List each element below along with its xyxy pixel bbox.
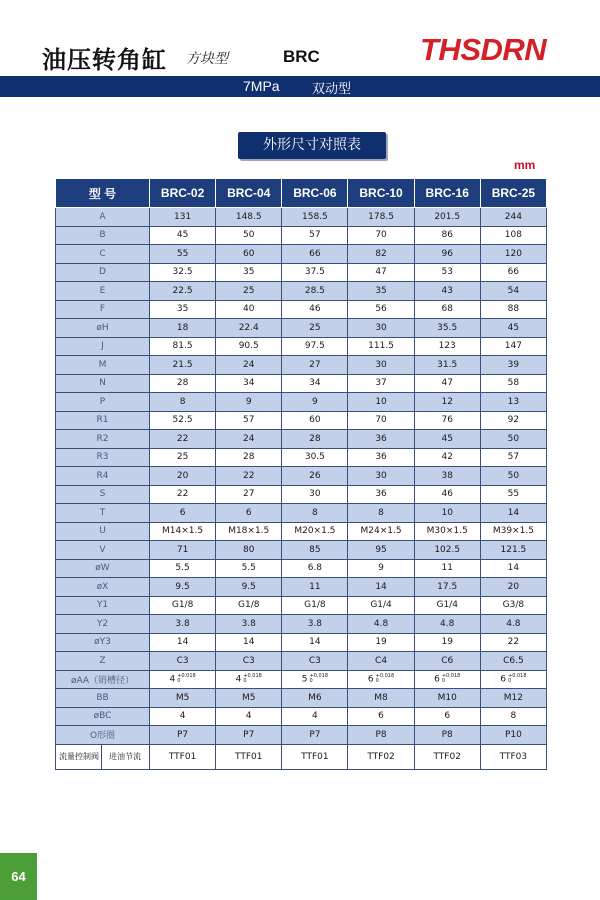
table-cell: 14 [348,578,414,597]
row-label-part: 流量控制阀 [57,745,102,769]
table-cell [150,670,216,689]
table-cell: P7 [150,726,216,745]
table-cell: 27 [282,356,348,375]
table-cell: 26 [282,467,348,486]
tolerance [442,674,461,684]
table-cell: M20×1.5 [282,522,348,541]
table-cell: C4 [348,652,414,671]
table-cell: 20 [480,578,546,597]
row-label: N [56,374,150,393]
table-cell: 30 [348,356,414,375]
table-cell: 80 [216,541,282,560]
table-row [56,578,547,597]
table-cell: M14×1.5 [150,522,216,541]
table-cell: 37 [348,374,414,393]
row-label: Y2 [56,615,150,634]
table-cell: 5.5 [150,559,216,578]
table-cell: 14 [480,559,546,578]
table-row [56,596,547,615]
table-cell [282,670,348,689]
tolerance-lower: 0 [309,678,313,684]
row-label: øW [56,559,150,578]
column-header: BRC-06 [282,179,348,208]
table-cell [414,670,480,689]
cell-value: 5 [301,674,308,685]
table-cell: 25 [216,282,282,301]
table-cell: M24×1.5 [348,522,414,541]
table-cell: 25 [282,319,348,338]
table-cell: 81.5 [150,337,216,356]
table-cell: 36 [348,485,414,504]
table-cell: 8 [348,504,414,523]
table-row [56,430,547,449]
table-cell: 70 [348,411,414,430]
table-cell: 86 [414,226,480,245]
table-cell: 40 [216,300,282,319]
table-cell: 22 [216,467,282,486]
table-cell: 14 [480,504,546,523]
table-cell: 50 [480,467,546,486]
table-cell: 6 [216,504,282,523]
row-label: R3 [56,448,150,467]
table-cell: 14 [216,633,282,652]
table-cell: 96 [414,245,480,264]
table-cell: 68 [414,300,480,319]
table-row [56,282,547,301]
table-cell: 9.5 [150,578,216,597]
tolerance [243,674,262,684]
table-cell: G1/8 [150,596,216,615]
table-cell: 76 [414,411,480,430]
column-header: BRC-04 [216,179,282,208]
table-cell: 88 [480,300,546,319]
page-header [0,0,600,78]
table-cell: 6 [348,707,414,726]
row-label: M [56,356,150,375]
table-cell: 147 [480,337,546,356]
row-label: øY3 [56,633,150,652]
table-cell: 42 [414,448,480,467]
table-cell: 47 [414,374,480,393]
table-cell: 21.5 [150,356,216,375]
table-cell: 22.5 [150,282,216,301]
row-label: T [56,504,150,523]
table-cell: TTF02 [414,744,480,769]
table-row [56,522,547,541]
tolerance-upper: +0.018 [508,673,527,679]
table-cell: 9 [282,393,348,412]
table-cell: 37.5 [282,263,348,282]
tolerance [508,674,527,684]
table-cell: 24 [216,356,282,375]
table-cell: 30.5 [282,448,348,467]
row-label: U [56,522,150,541]
table-cell: 28 [150,374,216,393]
table-cell: 3.8 [282,615,348,634]
table-cell: 17.5 [414,578,480,597]
row-label [56,744,150,769]
tolerance-upper: +0.018 [375,673,395,679]
table-cell: M6 [282,689,348,708]
table-row [56,670,547,689]
table-row [56,374,547,393]
table-cell: 10 [348,393,414,412]
row-label: øX [56,578,150,597]
row-label: D [56,263,150,282]
page-number: 64 [0,853,37,900]
table-cell: G3/8 [480,596,546,615]
table-cell: 22.4 [216,319,282,338]
table-cell: P7 [282,726,348,745]
table-row [56,226,547,245]
table-cell [348,670,414,689]
table-cell: 4 [150,707,216,726]
table-row-flow-valve [56,744,547,769]
table-cell: M12 [480,689,546,708]
table-cell: 35.5 [414,319,480,338]
row-label: øBC [56,707,150,726]
table-cell: 12 [414,393,480,412]
product-title: 油压转角缸 [42,46,167,74]
table-cell: 60 [282,411,348,430]
table-cell: 4 [282,707,348,726]
column-header: BRC-16 [414,179,480,208]
table-cell: 66 [282,245,348,264]
tolerance-lower: 0 [177,678,181,684]
table-cell: 58 [480,374,546,393]
table-cell: 43 [414,282,480,301]
product-subtitle: 方块型 [186,51,228,67]
table-cell: 38 [414,467,480,486]
table-cell: 97.5 [282,337,348,356]
table-cell: 34 [216,374,282,393]
table-cell: 148.5 [216,208,282,227]
table-header-row [56,179,547,208]
table-cell: 34 [282,374,348,393]
table-row [56,411,547,430]
section-title: 外形尺寸对照表 [238,132,386,159]
table-cell: 22 [150,430,216,449]
table-cell: 56 [348,300,414,319]
row-label: F [56,300,150,319]
table-cell: 121.5 [480,541,546,560]
tolerance-upper: +0.018 [309,673,329,679]
table-cell: 4.8 [414,615,480,634]
table-row [56,300,547,319]
table-cell: 244 [480,208,546,227]
table-cell: 102.5 [414,541,480,560]
table-cell: 120 [480,245,546,264]
row-label: C [56,245,150,264]
table-cell: P7 [216,726,282,745]
row-label: A [56,208,150,227]
row-label: Y1 [56,596,150,615]
tolerance-upper: +0.018 [441,673,461,679]
table-cell: 14 [150,633,216,652]
product-model: BRC [283,47,320,66]
table-row [56,319,547,338]
table-cell: 24 [216,430,282,449]
table-row [56,726,547,745]
row-label-part: 进油节流 [109,751,141,761]
table-row [56,559,547,578]
table-cell: P8 [414,726,480,745]
column-header: BRC-02 [150,179,216,208]
table-cell: 55 [150,245,216,264]
table-row [56,689,547,708]
table-corner-header: 型 号 [56,179,150,208]
table-cell: TTF01 [282,744,348,769]
table-cell: 82 [348,245,414,264]
table-cell: 35 [216,263,282,282]
table-cell: 9 [348,559,414,578]
table-cell: 178.5 [348,208,414,227]
table-cell: 19 [414,633,480,652]
table-cell: 9 [216,393,282,412]
table-row [56,633,547,652]
tolerance-lower: 0 [508,678,512,684]
table-row [56,208,547,227]
table-row [56,615,547,634]
tolerance [376,674,395,684]
row-label: B [56,226,150,245]
table-row [56,356,547,375]
table-cell [216,670,282,689]
table-cell: C3 [216,652,282,671]
table-cell: 66 [480,263,546,282]
cell-value: 4 [169,674,176,685]
table-cell: 46 [414,485,480,504]
table-cell: 90.5 [216,337,282,356]
table-cell: 53 [414,263,480,282]
row-label: S [56,485,150,504]
table-cell: 39 [480,356,546,375]
table-cell: 57 [480,448,546,467]
brand-logo: THSDRN [420,32,547,67]
table-cell: 11 [414,559,480,578]
table-cell: 10 [414,504,480,523]
table-cell: 28.5 [282,282,348,301]
table-cell: TTF03 [480,744,546,769]
unit-label: mm [514,158,536,172]
table-cell: 158.5 [282,208,348,227]
column-header: BRC-10 [348,179,414,208]
table-cell: C6.5 [480,652,546,671]
cell-value: 4 [235,674,242,685]
table-row [56,541,547,560]
table-cell: 4 [216,707,282,726]
table-cell: C6 [414,652,480,671]
row-label: øH [56,319,150,338]
table-cell: 57 [282,226,348,245]
row-label: O形圈 [56,726,150,745]
row-label: R4 [56,467,150,486]
table-cell: 28 [216,448,282,467]
table-cell: 95 [348,541,414,560]
row-label: P [56,393,150,412]
table-cell: 70 [348,226,414,245]
table-cell: TTF01 [216,744,282,769]
table-cell: 36 [348,430,414,449]
table-cell: 25 [150,448,216,467]
table-cell: 8 [150,393,216,412]
table-cell: 60 [216,245,282,264]
table-cell [480,670,546,689]
table-cell: 45 [480,319,546,338]
table-cell: 22 [480,633,546,652]
table-cell: 85 [282,541,348,560]
table-row [56,485,547,504]
table-cell: G1/8 [282,596,348,615]
table-cell: 123 [414,337,480,356]
table-cell: 18 [150,319,216,338]
table-cell: 92 [480,411,546,430]
table-cell: M18×1.5 [216,522,282,541]
table-row [56,337,547,356]
table-cell: C3 [282,652,348,671]
table-cell: 3.8 [150,615,216,634]
table-cell: 50 [216,226,282,245]
table-cell: P8 [348,726,414,745]
table-cell: 20 [150,467,216,486]
table-cell: 27 [216,485,282,504]
tolerance-lower: 0 [375,678,379,684]
table-cell: P10 [480,726,546,745]
table-cell: 46 [282,300,348,319]
table-cell: 54 [480,282,546,301]
table-cell: 50 [480,430,546,449]
table-cell: M39×1.5 [480,522,546,541]
table-cell: 57 [216,411,282,430]
table-cell: G1/8 [216,596,282,615]
table-row [56,504,547,523]
table-cell: C3 [150,652,216,671]
table-row [56,652,547,671]
row-label: øAA（销槽径） [56,670,150,689]
cell-value: 6 [434,674,440,685]
table-cell: 6.8 [282,559,348,578]
table-cell: 5.5 [216,559,282,578]
table-cell: 36 [348,448,414,467]
table-cell: M8 [348,689,414,708]
cell-value: 6 [500,674,506,685]
table-cell: 14 [282,633,348,652]
table-cell: 45 [414,430,480,449]
spec-band [0,76,600,97]
table-cell: 71 [150,541,216,560]
table-cell: 131 [150,208,216,227]
table-row [56,467,547,486]
table-cell: M10 [414,689,480,708]
row-label: BB [56,689,150,708]
row-label: E [56,282,150,301]
table-cell: 35 [150,300,216,319]
table-cell: 52.5 [150,411,216,430]
tolerance-lower: 0 [243,678,247,684]
table-cell: 4.8 [348,615,414,634]
table-cell: G1/4 [414,596,480,615]
table-cell: 47 [348,263,414,282]
table-cell: M5 [150,689,216,708]
table-cell: G1/4 [348,596,414,615]
table-cell: 9.5 [216,578,282,597]
table-cell: 22 [150,485,216,504]
table-cell: 6 [150,504,216,523]
table-cell: 28 [282,430,348,449]
tolerance [177,674,196,684]
table-row [56,707,547,726]
table-row [56,263,547,282]
row-label: V [56,541,150,560]
column-header: BRC-25 [480,179,546,208]
table-cell: 3.8 [216,615,282,634]
table-cell: 111.5 [348,337,414,356]
table-cell: 201.5 [414,208,480,227]
table-row [56,393,547,412]
table-cell: TTF01 [150,744,216,769]
row-label: R2 [56,430,150,449]
table-cell: 55 [480,485,546,504]
row-label: J [56,337,150,356]
table-cell: TTF02 [348,744,414,769]
tolerance-lower: 0 [441,678,445,684]
table-cell: M30×1.5 [414,522,480,541]
pressure-label: 7MPa [243,78,280,94]
tolerance-upper: +0.018 [177,673,196,679]
row-label: Z [56,652,150,671]
table-row [56,448,547,467]
table-cell: 8 [282,504,348,523]
action-type-label: 双动型 [312,82,352,97]
dimension-table [55,178,547,770]
table-cell: 30 [348,319,414,338]
table-cell: 108 [480,226,546,245]
table-cell: 32.5 [150,263,216,282]
tolerance-upper: +0.018 [243,673,262,679]
table-cell: 6 [414,707,480,726]
table-cell: 30 [282,485,348,504]
row-label: R1 [56,411,150,430]
table-row [56,245,547,264]
table-cell: M5 [216,689,282,708]
table-cell: 13 [480,393,546,412]
cell-value: 6 [367,674,374,685]
table-cell: 4.8 [480,615,546,634]
table-cell: 35 [348,282,414,301]
table-cell: 19 [348,633,414,652]
table-cell: 30 [348,467,414,486]
table-cell: 11 [282,578,348,597]
table-cell: 8 [480,707,546,726]
tolerance [310,674,329,684]
table-cell: 31.5 [414,356,480,375]
table-cell: 45 [150,226,216,245]
